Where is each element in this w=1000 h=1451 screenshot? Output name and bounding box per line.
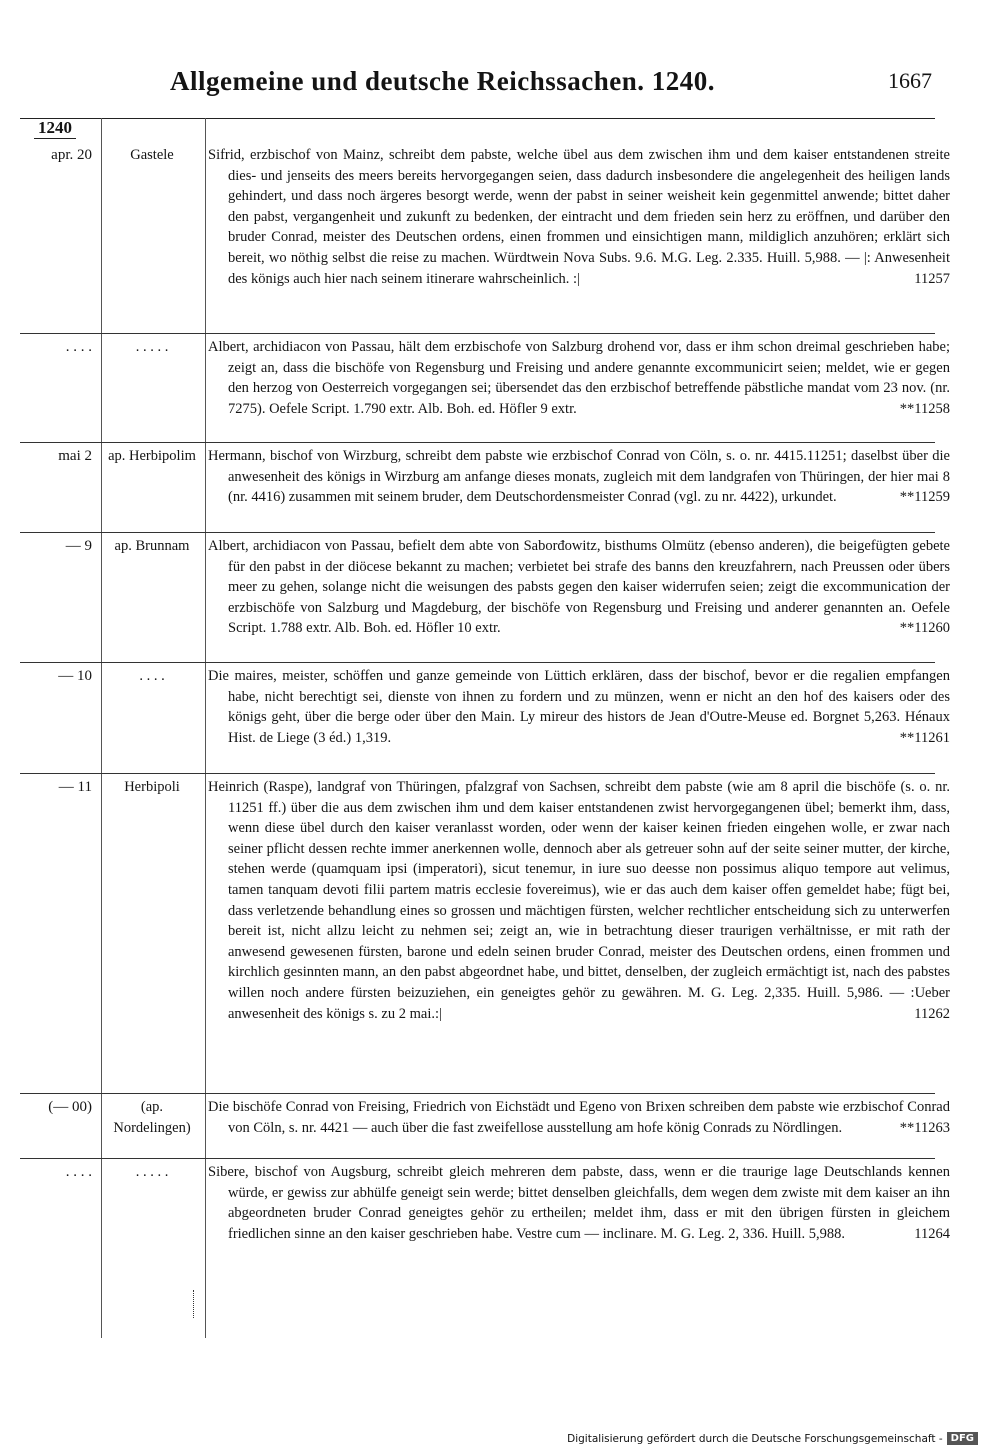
header-rule xyxy=(20,118,935,119)
entry-divider xyxy=(20,333,935,334)
entry-number: **11259 xyxy=(899,489,950,506)
entry-date: — 9 xyxy=(65,538,92,554)
entry-text: Albert, archidiacon von Passau, befielt dem abte von Saborđowitz, bisthums Olmütz (ebenso anderen), die beigefügten gebete für den pabst in der diöcese bekannt zu machen; verbietet bei strafe des banns den kreuzfahrern, nach Preussen oder übers meer zu gehen, solange nicht die weisungen des pabsts gegen den kaiser widerrufen seien; zeigt die excommunication der erzbischöfe von Salzburg und Magdeburg, der bischöfe von Regensburg und Freising und anderer genannten an. Oefele Script. 1.788 extr. Alb. Boh. ed. Höfler 10 extr. xyxy=(208,538,950,637)
entry-text: Albert, archidiacon von Passau, hält dem erzbischofe von Salzburg drohend vor, dass er ihm schon dreimal geschrieben habe; zeigt an, dass die bischöfe von Regensburg und Freising und andere genannte excommunicirt seien; meldet, wie er gegen den herzog von Oesterreich vorgegangen sei; übersendet das den erzbischof betreffende päbstliche mandat vom 23 nov. (nr. 7275). Oefele Script. 1.790 extr. Alb. Boh. ed. Höfler 9 extr. xyxy=(208,339,950,417)
footer-text: Digitalisierung gefördert durch die Deutsche Forschungsgemeinschaft - xyxy=(567,1432,943,1445)
entry-date: . . . . xyxy=(65,339,92,355)
dfg-logo: DFG xyxy=(947,1432,978,1445)
entry-place: ap. Herbipolim xyxy=(108,448,196,464)
entry-number: **11263 xyxy=(899,1119,950,1136)
entry-date: apr. 20 xyxy=(51,147,92,163)
entry-number: 11264 xyxy=(914,1225,950,1242)
entry-place: . . . . . xyxy=(135,1164,169,1180)
entry-divider xyxy=(20,442,935,443)
page-number: 1667 xyxy=(888,68,932,93)
entry-place: Gastele xyxy=(130,147,174,163)
entry-divider xyxy=(20,1158,935,1159)
column-separator xyxy=(101,118,102,1338)
entry-text: Sibere, bischof von Augsburg, schreibt gleich mehreren dem pabste, dass, wenn er die traurige lage Deutschlands kennen würde, er gewiss zur abhülfe geneigt sein werde; bittet denselben gleichfalls, dem wegen dem zwiste mit dem kaiser an ihn abgeordneten bruder Conrad geneigtes gehör zu ertheilen; meldet ihm, dass er mit den übrigen fürsten in gleichem friedlichen sinne an den kaiser geschrieben habe. Vestre cum — inclinare. M. G. Leg. 2, 336. Huill. 5,988. xyxy=(208,1164,950,1242)
continuation-mark xyxy=(193,1290,194,1318)
entry-text-block xyxy=(208,145,950,289)
entry-number: 11257 xyxy=(914,270,950,287)
entry-text-block xyxy=(208,337,950,419)
entry-text: Hermann, bischof von Wirzburg, schreibt dem pabste wie erzbischof Conrad von Cöln, s. o. nr. 4415.11251; daselbst über die anwesenheit des königs in Wirzburg am anfange dieses monats, zugleich mit dem landgrafen von Thüringen, der hier mai 8 (nr. 4416) zusammen mit seinem bruder, dem Deutschordensmeister Conrad (vgl. zu nr. 4422), urkundet. xyxy=(208,448,950,506)
entry-date: — 10 xyxy=(58,668,92,684)
entry-date: . . . . xyxy=(65,1164,92,1180)
entry-text-block xyxy=(208,777,950,1024)
footer-credit xyxy=(567,1432,978,1445)
entry-place: Herbipoli xyxy=(124,779,180,795)
entry-number: **11261 xyxy=(899,729,950,746)
entry-place: (ap. Nordelingen) xyxy=(113,1099,191,1136)
entry-text: Heinrich (Raspe), landgraf von Thüringen, pfalzgraf von Sachsen, schreibt dem pabste (wie am 8 april die bischöfe (s. o. nr. 11251 ff.) über die aus dem zwischen ihm und dem kaiser entstandenen zwist hervorgegangenen übel; bemerkt ihm, dass, wenn diese übel durch den kaiser veranlasst worden, oder wenn der kaiser keinen frieden eingehen wolle, er zwar nach seiner pflicht dessen rechte immer anerkennen wolle, dennoch aber als getreuer sohn auf der seite seiner mutter, der kirche, stehen werde (quamquam ipsi (imperatori), sicut tenemur, in iure suo deesse non possimus aliquo tempore aut velimus, tamen tanquam devoti filii partem matris ecclesie fovereimus), wie er das auch dem kaiser offen gemeldet habe; fügt bei, dass verletzende behandlung eines so grossen und mächtigen fürsten, welcher rechtlicher entscheidung sich zu unterwerfen bereit ist, nicht allzu leicht zu nehmen sei; zeigt an, wie in betrachtung dieser traurigen verhältnisse, er mit rath der anwesend gewesenen fürsten, barone und edeln seinen bruder Conrad, meister des Deutschen ordens, einen frommen und kirchlich gesinnten mann, an den pabst abgeordnet habe, und bittet, denselben, der zugleich ermächtigt ist, nach des pabstes willen noch andere fürsten beizuziehen, ein geneigtes gehör zu gewähren. M. G. Leg. 2,335. Huill. 5,986. — :Ueber anwesenheit des königs s. zu 2 mai.:| xyxy=(208,779,950,1022)
entry-text-block xyxy=(208,1097,950,1138)
entry-number: **11258 xyxy=(899,400,950,417)
entry-divider xyxy=(20,1093,935,1094)
entry-divider xyxy=(20,773,935,774)
entry-date: mai 2 xyxy=(58,448,92,464)
entry-text: Die bischöfe Conrad von Freising, Friedrich von Eichstädt und Egeno von Brixen schreiben dem pabste wie erzbischof Conrad von Cöln, s. nr. 4421 — auch über die fast zweifellose ausstellung am hofe könig Conrads zu Nördlingen. xyxy=(208,1099,950,1136)
year-label: 1240 xyxy=(38,118,72,137)
entry-date: — 11 xyxy=(58,779,92,795)
entry-date: (— 00) xyxy=(48,1099,92,1115)
page-header xyxy=(170,66,932,106)
entry-text-block xyxy=(208,446,950,508)
entry-number: 11262 xyxy=(914,1005,950,1022)
entry-place: . . . . . xyxy=(135,339,169,355)
entry-place: ap. Brunnam xyxy=(114,538,190,554)
running-title: Allgemeine und deutsche Reichssachen. 1240. xyxy=(170,66,716,96)
entry-place: . . . . xyxy=(139,668,165,684)
entry-divider xyxy=(20,662,935,663)
entry-text-block xyxy=(208,536,950,639)
column-separator xyxy=(205,118,206,1338)
entry-text: Die maires, meister, schöffen und ganze gemeinde von Lüttich erklären, dass der bischof, bevor er die regalien empfangen habe, nicht berechtigt sei, dienste von ihnen zu fordern und zu münzen, wenn er nicht an den hof des kaisers oder des königs geht, über die berge oder über den Main. Ly mireur des histors de Jean d'Outre-Meuse ed. Borgnet 5,263. Hénaux Hist. de Liege (3 éd.) 1,319. xyxy=(208,668,950,746)
entry-text-block xyxy=(208,666,950,748)
entry-text: Sifrid, erzbischof von Mainz, schreibt dem pabste, welche übel aus dem zwischen ihm und dem kaiser entstandenen streite dies- und jenseits des meers bereits hervorgegangen seien, dass dadurch insbesondere die angelegenheit des heiligen lands gehindert, und dass noch ärgeres besorgt werde, wenn der pabst in seiner weisheit kein gegenmittel anwende; bittet daher den pabst, vergangenheit und zukunft zu bedenken, der eintracht und dem frieden sein herz zu eröffnen, und darüber den bruder Conrad, meister des Deutschen ordens, einen frommen und einsichtigen mann, mildiglich anzuhören; erklärt sich bereit, wo nöthig selbst die reise zu machen. Würdtwein Nova Subs. 9.6. M.G. Leg. 2.335. Huill. 5,988. — |: Anwesenheit des königs auch hier nach seinem itinerare wahrscheinlich. :| xyxy=(208,147,950,287)
entry-text-block xyxy=(208,1162,950,1244)
entry-divider xyxy=(20,532,935,533)
entry-number: **11260 xyxy=(899,620,950,637)
